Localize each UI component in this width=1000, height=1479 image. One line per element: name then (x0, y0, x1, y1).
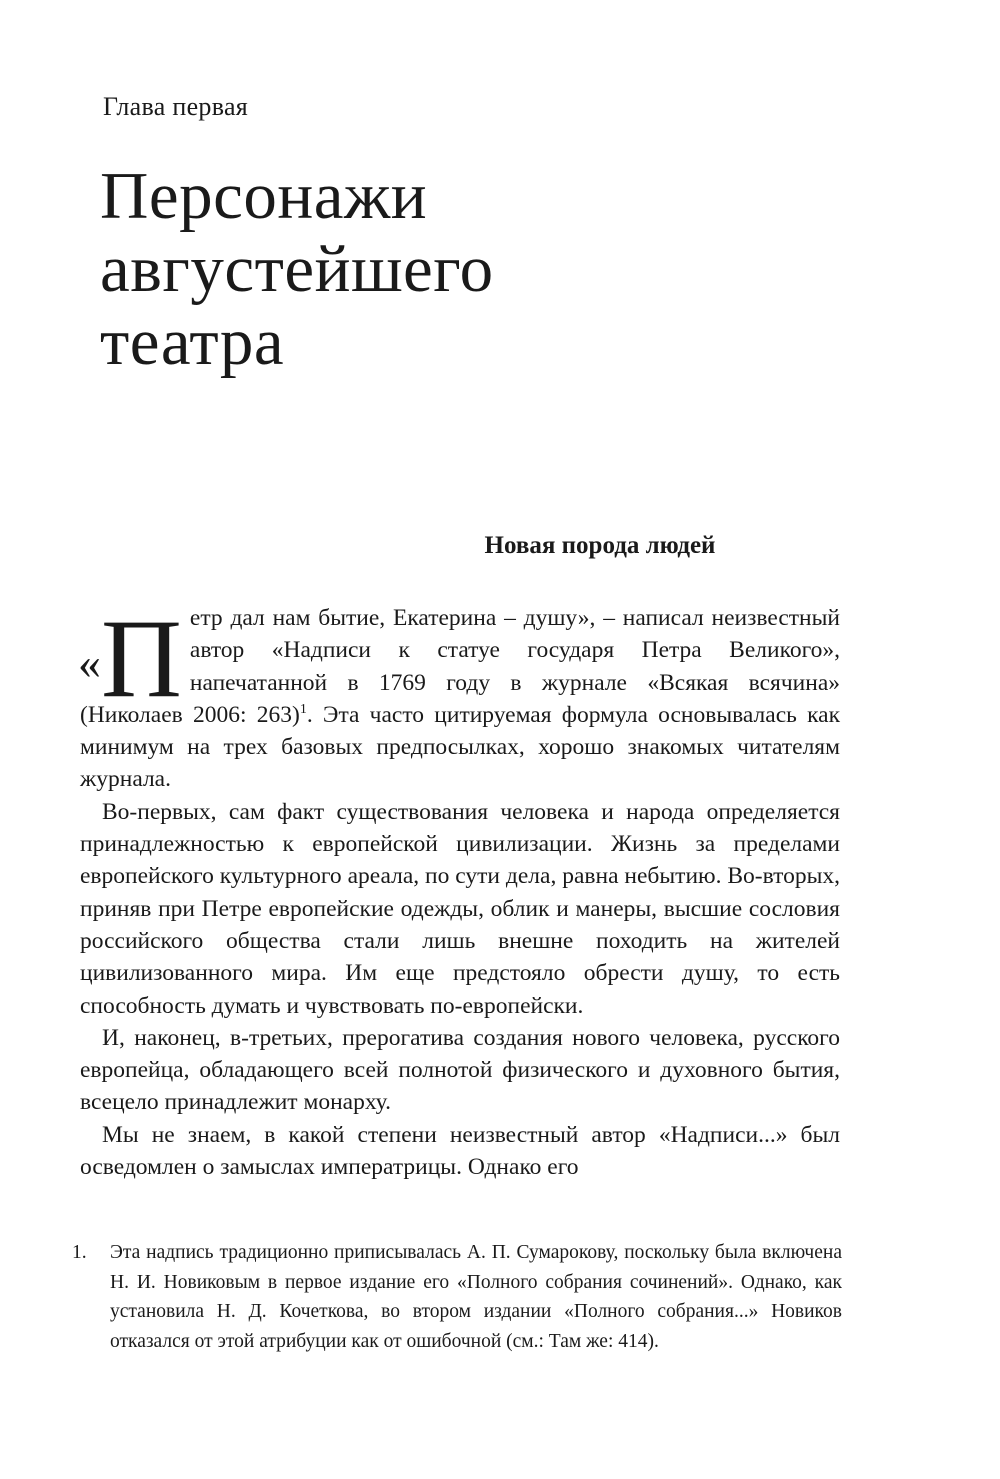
chapter-title-line: театра (100, 305, 285, 379)
paragraph-text: . Эта часто цитируемая формула основывалась как минимум на трех базовых предпосылках, хорошо знакомых читателям журнала. (80, 701, 840, 793)
dropcap-block (78, 597, 182, 721)
body-text (78, 597, 840, 1183)
footnote-reference: 1 (299, 702, 307, 718)
section-title (0, 532, 900, 560)
section-title-text: Новая порода людей (484, 532, 716, 559)
footnote (72, 1238, 842, 1356)
paragraph (78, 597, 840, 796)
paragraph: Мы не знаем, в какой степени неизвестный автор «Надписи...» был осведомлен о замыслах императрицы. Однако его (80, 1121, 840, 1181)
footnote-number: 1. (72, 1242, 87, 1263)
chapter-title-line: августейшего (100, 232, 494, 306)
footnotes (72, 1238, 842, 1356)
chapter-title-line: Персонажи (100, 159, 428, 233)
paragraph-text: етр дал нам бытие, Екатерина – душу», – написал неизвестный автор «Надписи к статуе государя Петра Великого», напечатанной в 1769 году в журнале «Всякая всячина» (Николаев 2006: 263) (80, 605, 840, 728)
paragraph: Во-первых, сам факт существования человека и народа определяется принадлежностью к европейской цивилизации. Жизнь за пределами европейского культурного ареала, по сути дела, равна небытию. Во-вторых, приняв при Петре европейские одежды, облик и манеры, высшие сословия российского общества стали лишь внешне походить на жителей цивилизованного мира. Им еще предстояло обрести душу, то есть способность думать и чувствовать по-европейски. (80, 798, 840, 1019)
chapter-label: Глава первая (103, 92, 249, 121)
drop-cap: П (101, 597, 182, 721)
chapter-title (100, 160, 494, 379)
opening-quote-mark: « (78, 637, 101, 688)
footnote-text: Эта надпись традиционно приписывалась А. П. Сумарокову, поскольку была включена Н. И. Новиковым в первое издание его «Полного собрания сочинений». Однако, как установила Н. Д. Кочеткова, во втором издании «Полного собрания...» Новиков отказался от этой атрибуции как от ошибочной (см.: Там же: 414). (110, 1242, 842, 1352)
paragraph: И, наконец, в-третьих, прерогатива создания нового человека, русского европейца, обладающего всей полнотой физического и духовного бытия, всецело принадлежит монарху. (80, 1024, 840, 1116)
